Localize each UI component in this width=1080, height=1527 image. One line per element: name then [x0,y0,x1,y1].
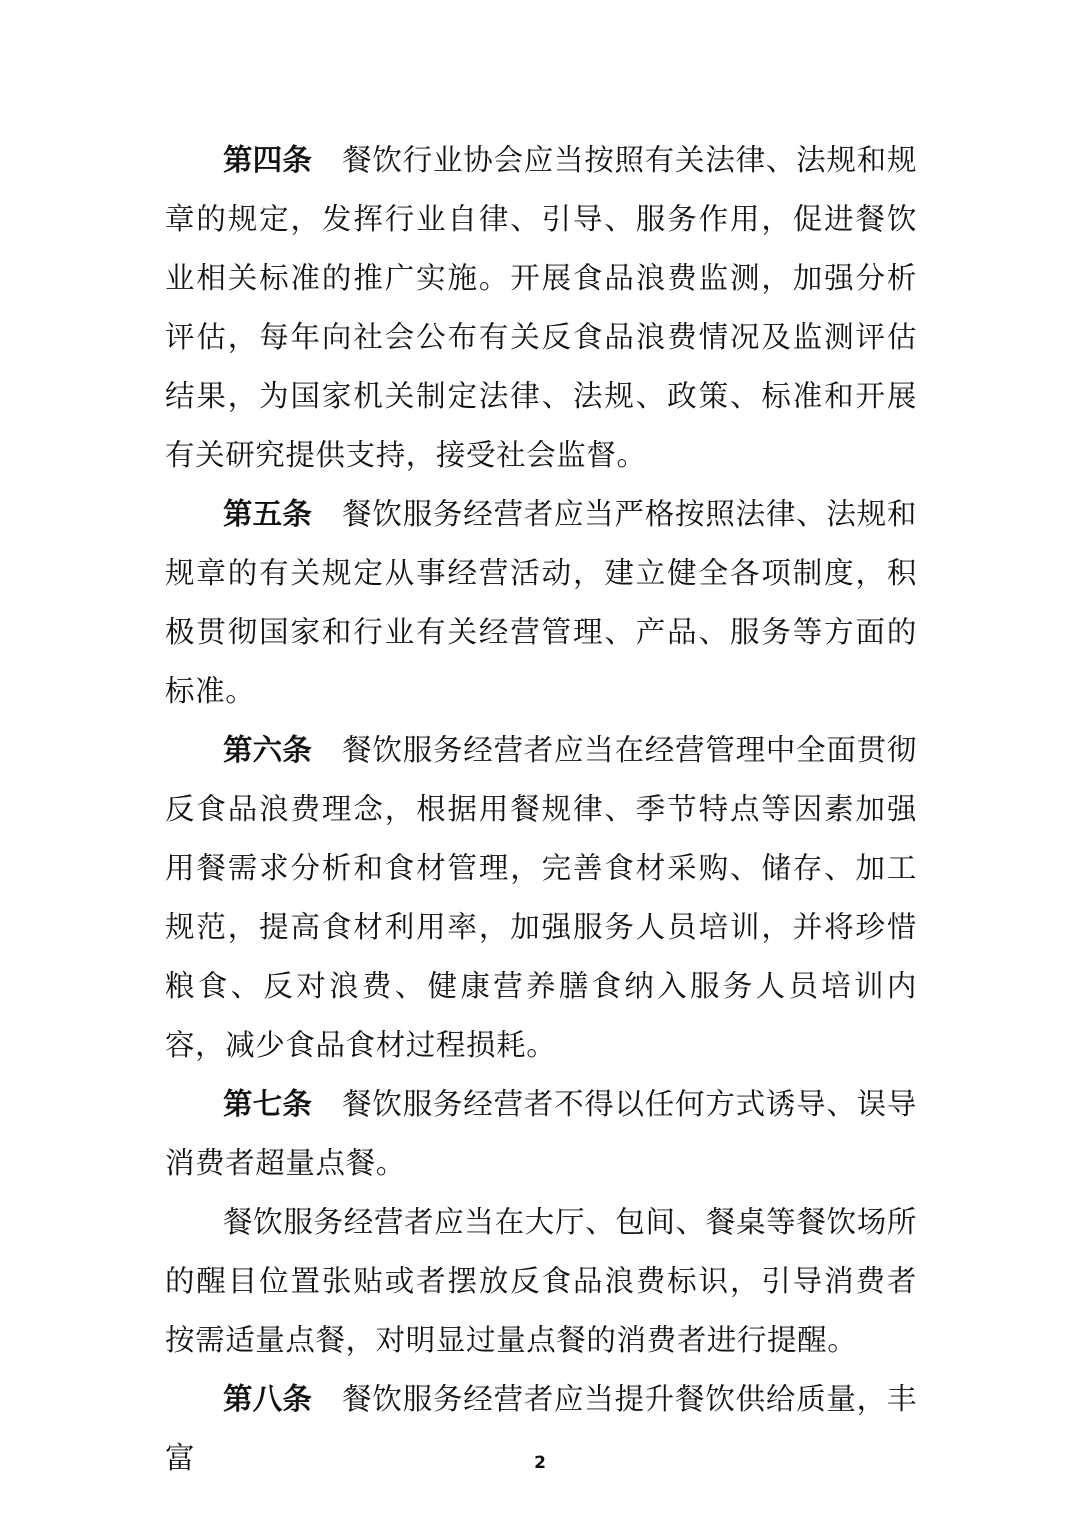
article-6-paragraph [165,721,917,1075]
article-7-second-text: 餐饮服务经营者应当在大厅、包间、餐桌等餐饮场所的醒目位置张贴或者摆放反食品浪费标识，引导消费者按需适量点餐，对明显过量点餐的消费者进行提醒。 [165,1205,917,1357]
article-7-paragraph [165,1075,917,1193]
article-5-text: 餐饮服务经营者应当严格按照法律、法规和规章的有关规定从事经营活动，建立健全各项制度，积极贯彻国家和行业有关经营管理、产品、服务等方面的标准。 [165,497,917,708]
article-7-label: 第七条 [223,1087,312,1121]
article-6-text: 餐饮服务经营者应当在经营管理中全面贯彻反食品浪费理念，根据用餐规律、季节特点等因素加强用餐需求分析和食材管理，完善食材采购、储存、加工规范，提高食材利用率，加强服务人员培训，并将珍惜粮食、反对浪费、健康营养膳食纳入服务人员培训内容，减少食品食材过程损耗。 [165,733,917,1062]
article-6-label: 第六条 [223,733,312,767]
article-5-paragraph [165,485,917,721]
document-body [165,131,917,1488]
article-8-label: 第八条 [223,1382,312,1416]
article-4-label: 第四条 [223,143,312,177]
page-number: 2 [534,1453,546,1473]
article-7-text: 餐饮服务经营者不得以任何方式诱导、误导消费者超量点餐。 [165,1087,917,1180]
article-5-label: 第五条 [223,497,312,531]
article-7-second-paragraph [165,1193,917,1370]
article-4-paragraph [165,131,917,485]
article-8-text: 餐饮服务经营者应当提升餐饮供给质量，丰富 [165,1382,917,1475]
article-4-text: 餐饮行业协会应当按照有关法律、法规和规章的规定，发挥行业自律、引导、服务作用，促进餐饮业相关标准的推广实施。开展食品浪费监测，加强分析评估，每年向社会公布有关反食品浪费情况及监测评估结果，为国家机关制定法律、法规、政策、标准和开展有关研究提供支持，接受社会监督。 [165,143,917,472]
